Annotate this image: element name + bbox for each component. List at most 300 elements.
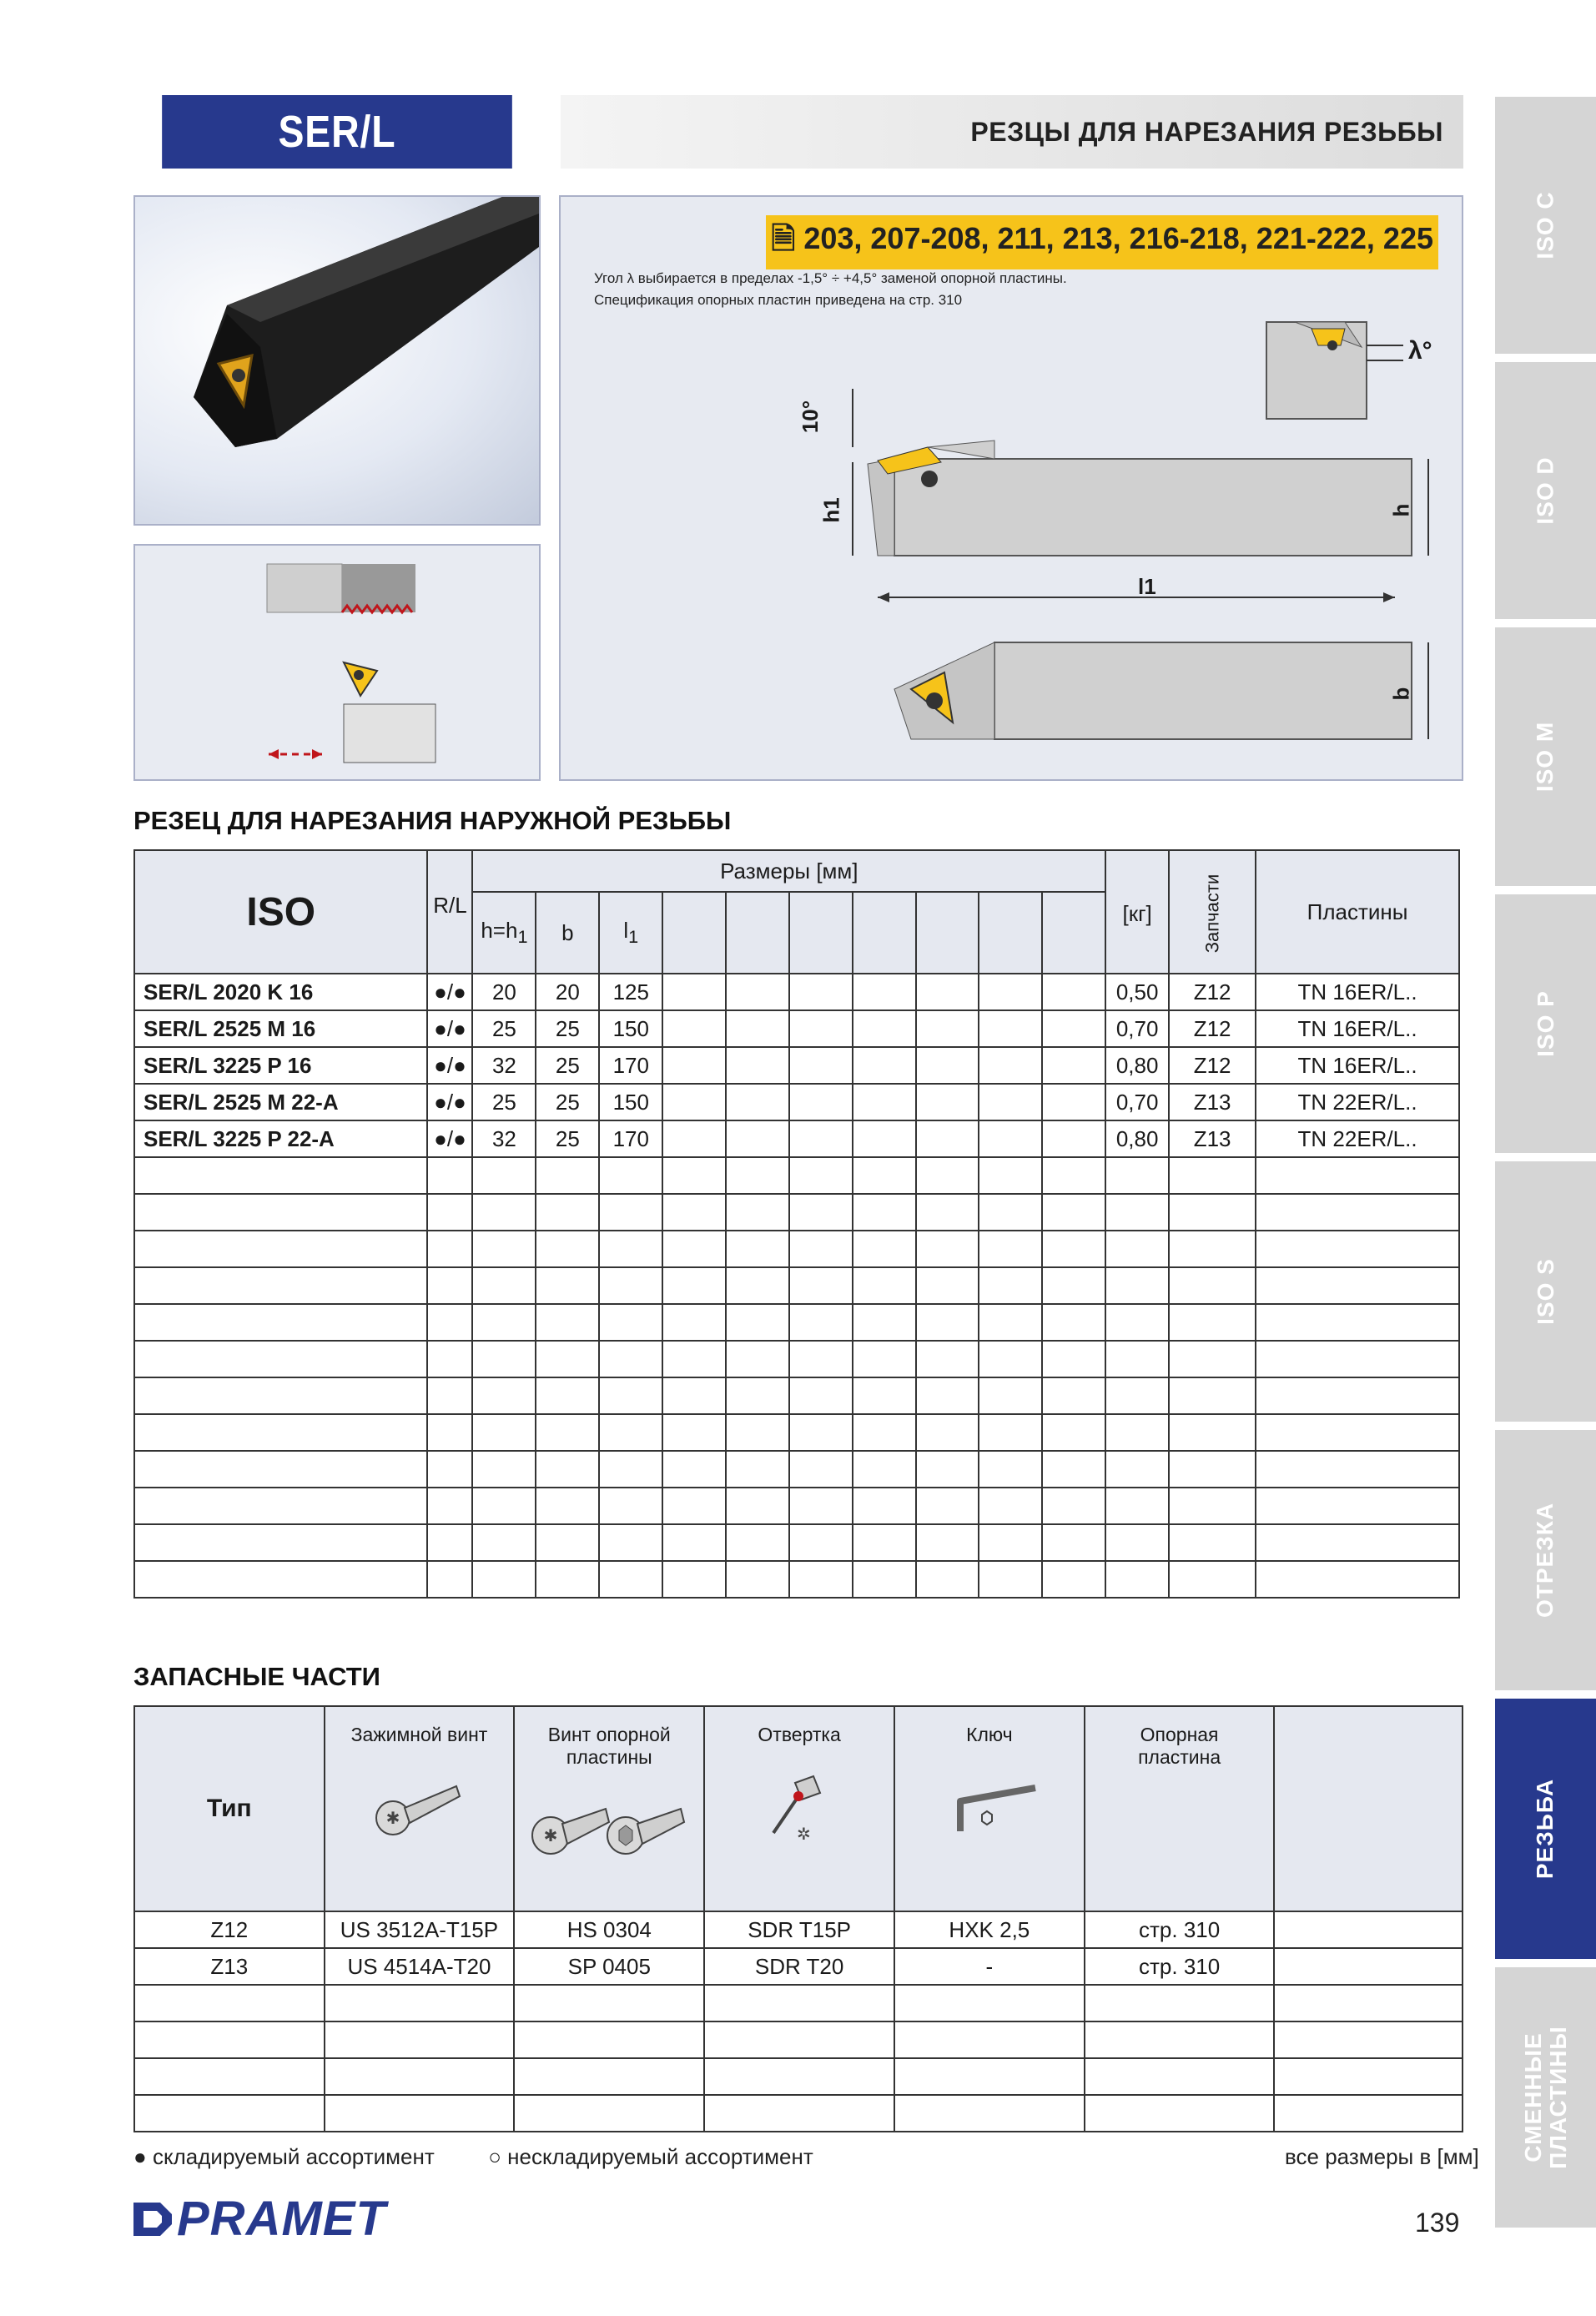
empty-cell (1256, 1157, 1459, 1194)
tab-iso-d[interactable] (1495, 360, 1596, 619)
empty-cell (1169, 1488, 1256, 1524)
shim-screw-icon (526, 1794, 692, 1860)
empty-cell (536, 1524, 599, 1561)
spare-parts-table (133, 1705, 1463, 2132)
table-row (134, 1414, 1459, 1451)
empty-cell (427, 1451, 472, 1488)
col-l1-label: l (623, 917, 629, 943)
table-row (134, 1084, 1459, 1120)
cell-kg: 0,70 (1105, 1084, 1169, 1120)
empty-cell (916, 1377, 979, 1414)
empty-cell (1042, 1451, 1105, 1488)
col-empty (1274, 1706, 1463, 1911)
cell-code: SER/L 3225 P 16 (134, 1047, 427, 1084)
empty-cell (979, 1377, 1042, 1414)
empty-cell (662, 1414, 726, 1451)
col-inserts: Пластины (1256, 850, 1459, 974)
empty-cell (916, 1194, 979, 1231)
page-references-text: 203, 207-208, 211, 213, 216-218, 221-222, 225 (803, 221, 1433, 255)
tab-label: ISO S (1532, 1258, 1558, 1325)
page-title (162, 95, 512, 169)
empty-cell (1256, 1488, 1459, 1524)
empty-cell (979, 1341, 1042, 1377)
diagram-note-1: Угол λ выбирается в пределах -1,5° ÷ +4,5° заменой опорной пластины. (594, 270, 1067, 286)
empty-cell (979, 1451, 1042, 1488)
col-spares (1169, 850, 1256, 974)
empty-cell (536, 1488, 599, 1524)
tool-holder-photo (135, 197, 539, 524)
spare-parts-rows (134, 1911, 1463, 2132)
col-screwdriver (704, 1706, 894, 1911)
empty-cell (536, 1414, 599, 1451)
cell-type: Z12 (134, 1911, 325, 1948)
empty-cell (599, 1414, 662, 1451)
empty-cell (536, 1194, 599, 1231)
empty-cell (1105, 1304, 1169, 1341)
empty-cell (427, 1341, 472, 1377)
cell-shim: стр. 310 (1085, 1911, 1275, 1948)
empty-cell (134, 1304, 427, 1341)
empty-cell (789, 1524, 853, 1561)
empty-cell (1169, 1194, 1256, 1231)
tool-holder-table (133, 849, 1460, 1599)
empty-cell (1042, 1341, 1105, 1377)
empty-cell (536, 1304, 599, 1341)
cell-code: SER/L 2525 M 16 (134, 1010, 427, 1047)
empty-cell (853, 1488, 916, 1524)
empty-cell (427, 1304, 472, 1341)
empty-cell (979, 1231, 1042, 1267)
empty-cell (536, 1267, 599, 1304)
cell-kg: 0,80 (1105, 1047, 1169, 1084)
empty-cell (536, 1231, 599, 1267)
empty-cell (916, 1267, 979, 1304)
document-icon: 🗎 (771, 221, 796, 255)
empty-cell (599, 1194, 662, 1231)
empty-cell (134, 1561, 427, 1598)
cell-b: 25 (536, 1120, 599, 1157)
cell-spare: Z12 (1169, 1047, 1256, 1084)
table-row (134, 1341, 1459, 1377)
empty-cell (427, 1488, 472, 1524)
cell-shim: стр. 310 (1085, 1948, 1275, 1985)
empty-cell (979, 1414, 1042, 1451)
l1-label: l1 (1138, 574, 1156, 599)
hex-key-icon (935, 1771, 1044, 1838)
empty-cell (599, 1377, 662, 1414)
cell-h: 20 (472, 974, 536, 1010)
col-type: Тип (134, 1706, 325, 1911)
empty-cell (789, 1341, 853, 1377)
empty-cell (427, 1267, 472, 1304)
empty-cell (662, 1377, 726, 1414)
table-row (134, 1157, 1459, 1194)
empty-cell (726, 1304, 789, 1341)
empty-cell (726, 1451, 789, 1488)
empty-cell (726, 1488, 789, 1524)
empty-cell (427, 1524, 472, 1561)
empty-cell (599, 1267, 662, 1304)
empty-cell (853, 1304, 916, 1341)
empty-cell (853, 1524, 916, 1561)
svg-text:✱: ✱ (386, 1810, 400, 1828)
col-shim (1085, 1706, 1275, 1911)
table-row (134, 1267, 1459, 1304)
empty-cell (134, 1488, 427, 1524)
empty-cell (789, 1561, 853, 1598)
screwdriver-icon (762, 1771, 837, 1846)
empty-cell (472, 1414, 536, 1451)
cell-l1: 150 (599, 1084, 662, 1120)
empty-cell (1169, 1267, 1256, 1304)
empty-cell (726, 1231, 789, 1267)
empty-cell (1105, 1267, 1169, 1304)
empty-cell (1042, 1414, 1105, 1451)
tab-iso-p[interactable] (1495, 893, 1596, 1153)
tool-holder-rows (134, 974, 1459, 1598)
dimension-diagram (559, 195, 1463, 781)
empty-cell (1256, 1194, 1459, 1231)
empty-cell (134, 1194, 427, 1231)
empty-cell (979, 1561, 1042, 1598)
cell-l1: 125 (599, 974, 662, 1010)
empty-cell (662, 1488, 726, 1524)
empty-cell (427, 1231, 472, 1267)
empty-cell (916, 1231, 979, 1267)
cell-code: SER/L 2020 K 16 (134, 974, 427, 1010)
cell-l1: 170 (599, 1120, 662, 1157)
cell-h: 32 (472, 1047, 536, 1084)
empty-cell (134, 1377, 427, 1414)
empty-cell (726, 1414, 789, 1451)
empty-cell (979, 1194, 1042, 1231)
empty-cell (536, 1341, 599, 1377)
empty-cell (726, 1194, 789, 1231)
empty-cell (1256, 1304, 1459, 1341)
empty-cell (1042, 1377, 1105, 1414)
tab-label: ISO D (1532, 456, 1558, 525)
col-empty (726, 892, 789, 974)
table-row (134, 1524, 1459, 1561)
empty-cell (1256, 1524, 1459, 1561)
empty-cell (853, 1414, 916, 1451)
tab-cutoff[interactable] (1495, 1428, 1596, 1690)
empty-cell (134, 1231, 427, 1267)
empty-cell (472, 1377, 536, 1414)
empty-cell (916, 1488, 979, 1524)
cell-shim-screw: SP 0405 (514, 1948, 704, 1985)
empty-cell (789, 1377, 853, 1414)
header-bar (561, 95, 1463, 169)
empty-cell (472, 1451, 536, 1488)
empty-cell (789, 1231, 853, 1267)
empty-cell (726, 1341, 789, 1377)
empty-cell (1042, 1304, 1105, 1341)
empty-cell (916, 1561, 979, 1598)
cell-rl: ●/● (427, 1047, 472, 1084)
cell-key: HXK 2,5 (894, 1911, 1085, 1948)
h-label: h (1388, 503, 1414, 517)
tab-iso-s[interactable] (1495, 1160, 1596, 1422)
tool-dimension-drawing (561, 197, 1462, 779)
col-b: b (536, 892, 599, 974)
empty-cell (599, 1304, 662, 1341)
empty-cell (1256, 1451, 1459, 1488)
cell-key: - (894, 1948, 1085, 1985)
cell-insert: TN 22ER/L.. (1256, 1084, 1459, 1120)
tab-label: СМЕННЫЕ ПЛАСТИНЫ (1519, 2026, 1571, 2169)
empty-cell (789, 1157, 853, 1194)
empty-cell (1105, 1157, 1169, 1194)
empty-cell (916, 1157, 979, 1194)
tab-label: ОТРЕЗКА (1532, 1502, 1558, 1619)
empty-cell (1042, 1561, 1105, 1598)
table-row (134, 1010, 1459, 1047)
empty-cell (472, 1341, 536, 1377)
empty-cell (536, 1377, 599, 1414)
cell-type: Z13 (134, 1948, 325, 1985)
empty-cell (599, 1524, 662, 1561)
h1-label: h1 (818, 497, 844, 523)
empty-cell (979, 1157, 1042, 1194)
cell-insert: TN 16ER/L.. (1256, 974, 1459, 1010)
col-shim-screw (514, 1706, 704, 1911)
empty-cell (726, 1561, 789, 1598)
empty-cell (1256, 1267, 1459, 1304)
tool-photo (133, 195, 541, 526)
col-kg: [кг] (1105, 850, 1169, 974)
tab-inserts[interactable] (1495, 1966, 1596, 2228)
table-row (134, 1948, 1463, 1985)
empty-cell (427, 1561, 472, 1598)
empty-cell (1256, 1377, 1459, 1414)
empty-cell (1256, 1414, 1459, 1451)
empty-cell (979, 1488, 1042, 1524)
col-key-label: Ключ (966, 1724, 1013, 1745)
empty-cell (662, 1524, 726, 1561)
empty-cell (134, 1451, 427, 1488)
page-title-text: SER/L (278, 107, 396, 157)
col-screwdriver-label: Отвертка (758, 1724, 841, 1745)
empty-cell (1105, 1414, 1169, 1451)
empty-cell (134, 1414, 427, 1451)
page-number: 139 (1415, 2208, 1460, 2238)
logo-text: PRAMET (177, 2192, 386, 2246)
table-row (134, 1231, 1459, 1267)
cell-screwdriver: SDR T15P (704, 1911, 894, 1948)
empty-cell (979, 1304, 1042, 1341)
empty-cell (134, 1157, 427, 1194)
table-row (134, 1047, 1459, 1084)
col-clamp-screw (325, 1706, 515, 1911)
col-rl: R/L (427, 850, 472, 974)
main-section-heading: РЕЗЕЦ ДЛЯ НАРЕЗАНИЯ НАРУЖНОЙ РЕЗЬБЫ (133, 806, 732, 835)
table-row (134, 1120, 1459, 1157)
legend (133, 2144, 813, 2170)
pramet-logo-icon (133, 2198, 177, 2241)
spare-section-heading: ЗАПАСНЫЕ ЧАСТИ (133, 1662, 380, 1691)
empty-cell (662, 1157, 726, 1194)
empty-cell (1169, 1561, 1256, 1598)
col-l1 (599, 892, 662, 974)
empty-cell (1042, 1524, 1105, 1561)
empty-cell (1169, 1157, 1256, 1194)
empty-cell (472, 1488, 536, 1524)
empty-cell (853, 1194, 916, 1231)
empty-cell (662, 1341, 726, 1377)
cell-kg: 0,50 (1105, 974, 1169, 1010)
empty-cell (427, 1194, 472, 1231)
empty-cell (726, 1157, 789, 1194)
cell-l1: 170 (599, 1047, 662, 1084)
empty-cell (662, 1451, 726, 1488)
empty-cell (472, 1231, 536, 1267)
empty-cell (599, 1561, 662, 1598)
empty-cell (599, 1231, 662, 1267)
empty-cell (1042, 1488, 1105, 1524)
cell-rl: ●/● (427, 1010, 472, 1047)
empty-cell (853, 1231, 916, 1267)
table-row (134, 1304, 1459, 1341)
legend-stock: складируемый ассортимент (152, 2144, 435, 2169)
col-l1-sub: 1 (628, 926, 639, 948)
col-h (472, 892, 536, 974)
empty-cell (1256, 1341, 1459, 1377)
col-iso: ISO (134, 850, 427, 974)
empty-cell (662, 1267, 726, 1304)
table-row (134, 2095, 1463, 2132)
operation-illustration (133, 544, 541, 781)
cell-h: 25 (472, 1084, 536, 1120)
empty-cell (1169, 1414, 1256, 1451)
threading-operation-diagram (135, 546, 539, 779)
empty-cell (1105, 1451, 1169, 1488)
col-empty (916, 892, 979, 974)
tab-label: ISO M (1532, 721, 1558, 793)
empty-cell (853, 1341, 916, 1377)
svg-text:✲: ✲ (797, 1825, 811, 1844)
lambda-label: λ° (1408, 337, 1432, 365)
empty-cell (1105, 1561, 1169, 1598)
empty-cell (853, 1377, 916, 1414)
empty-cell (1256, 1561, 1459, 1598)
table-row (134, 974, 1459, 1010)
tab-label: ISO P (1532, 990, 1558, 1057)
cell-h: 32 (472, 1120, 536, 1157)
empty-cell (1105, 1524, 1169, 1561)
table-row (134, 1451, 1459, 1488)
tab-label: ISO C (1532, 191, 1558, 259)
empty-cell (1105, 1488, 1169, 1524)
table-row (134, 1911, 1463, 1948)
table-row (134, 1377, 1459, 1414)
table-row (134, 1194, 1459, 1231)
tab-iso-c[interactable] (1495, 95, 1596, 354)
empty-cell (1105, 1377, 1169, 1414)
table-row (134, 1561, 1459, 1598)
empty-cell (472, 1157, 536, 1194)
cell-kg: 0,70 (1105, 1010, 1169, 1047)
cell-b: 25 (536, 1047, 599, 1084)
empty-cell (1042, 1157, 1105, 1194)
col-dims-group: Размеры [мм] (472, 850, 1105, 892)
col-spares-label: Запчасти (1201, 874, 1223, 953)
empty-cell (1169, 1341, 1256, 1377)
empty-cell (789, 1488, 853, 1524)
cell-rl: ●/● (427, 974, 472, 1010)
cell-code: SER/L 2525 M 22-A (134, 1084, 427, 1120)
empty-cell (662, 1231, 726, 1267)
empty-cell (916, 1451, 979, 1488)
cell-clamp-screw: US 4514A-T20 (325, 1948, 515, 1985)
tab-iso-m[interactable] (1495, 626, 1596, 886)
col-shim-label: Опорная пластина (1138, 1724, 1221, 1768)
empty-cell (726, 1524, 789, 1561)
cell-spare: Z13 (1169, 1120, 1256, 1157)
empty-cell (853, 1561, 916, 1598)
cell-b: 25 (536, 1010, 599, 1047)
cell-spare: Z13 (1169, 1084, 1256, 1120)
col-empty (662, 892, 726, 974)
cell-kg: 0,80 (1105, 1120, 1169, 1157)
table-row (134, 1985, 1463, 2021)
col-key (894, 1706, 1085, 1911)
empty-cell (789, 1451, 853, 1488)
empty-cell (472, 1194, 536, 1231)
cell-spare: Z12 (1169, 1010, 1256, 1047)
empty-cell (1169, 1451, 1256, 1488)
cell-screwdriver: SDR T20 (704, 1948, 894, 1985)
cell-clamp-screw: US 3512A-T15P (325, 1911, 515, 1948)
empty-cell (536, 1157, 599, 1194)
empty-cell (1042, 1267, 1105, 1304)
empty-cell (916, 1524, 979, 1561)
empty-cell (134, 1267, 427, 1304)
empty-cell (916, 1341, 979, 1377)
empty-cell (536, 1451, 599, 1488)
empty-cell (1105, 1194, 1169, 1231)
empty-cell (1256, 1231, 1459, 1267)
empty-cell (599, 1451, 662, 1488)
empty-cell (789, 1194, 853, 1231)
empty-cell (1169, 1524, 1256, 1561)
empty-cell (916, 1304, 979, 1341)
empty-cell (472, 1304, 536, 1341)
empty-cell (1042, 1194, 1105, 1231)
empty-cell (472, 1561, 536, 1598)
tab-threading[interactable] (1495, 1697, 1596, 1959)
col-h-sub: 1 (517, 926, 528, 948)
cell-b: 25 (536, 1084, 599, 1120)
empty-cell (1105, 1231, 1169, 1267)
empty-cell (853, 1267, 916, 1304)
empty-cell (472, 1267, 536, 1304)
empty-cell (427, 1157, 472, 1194)
cell-code: SER/L 3225 P 22-A (134, 1120, 427, 1157)
units-note: все размеры в [мм] (1285, 2144, 1479, 2169)
cell-rl: ●/● (427, 1084, 472, 1120)
empty-cell (134, 1341, 427, 1377)
table-row (134, 2021, 1463, 2058)
cell-insert: TN 16ER/L.. (1256, 1047, 1459, 1084)
empty-cell (472, 1524, 536, 1561)
empty-cell (789, 1304, 853, 1341)
empty-cell (726, 1267, 789, 1304)
col-shim-screw-label: Винт опорной пластины (547, 1724, 671, 1768)
tab-label: РЕЗЬБА (1532, 1778, 1558, 1880)
angle-label: 10° (798, 400, 823, 434)
col-empty (853, 892, 916, 974)
